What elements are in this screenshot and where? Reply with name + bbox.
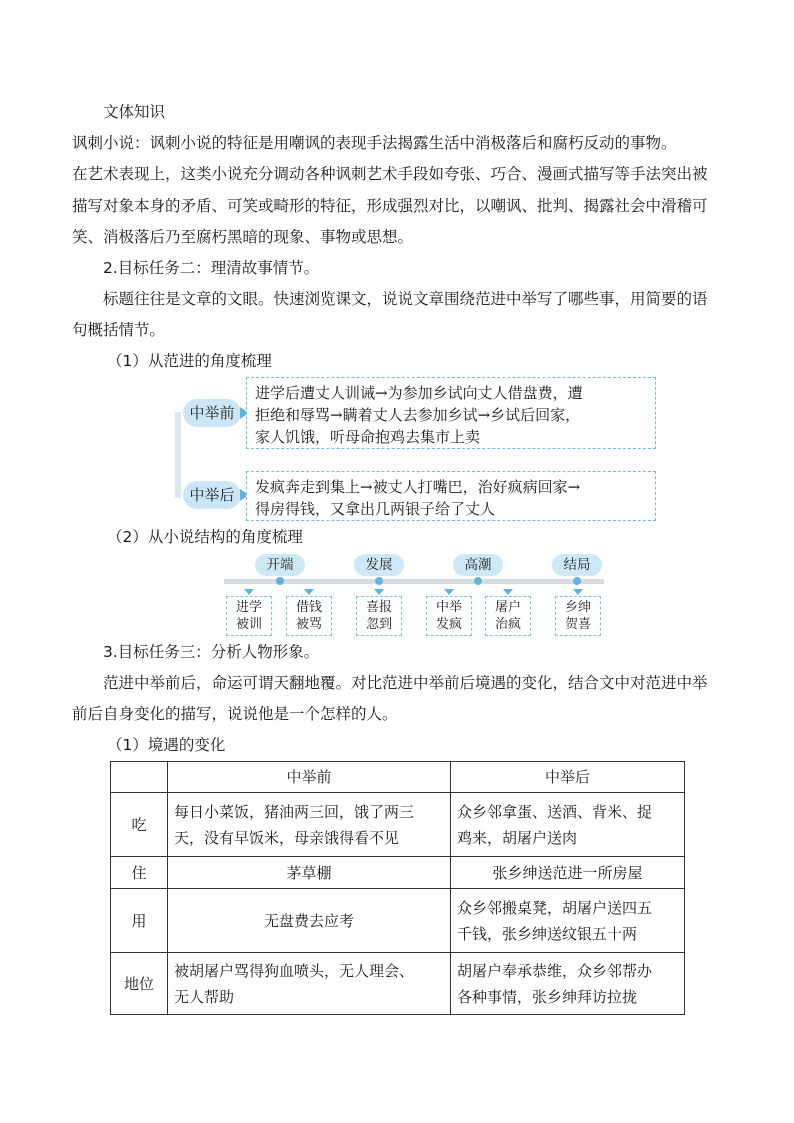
table-header-empty: [111, 762, 168, 793]
task3-desc-1: 范进中举前后，命运可谓天翻地覆。对比范进中举前后境遇的变化，结合文中对范进中举: [103, 674, 708, 692]
satire-line-4: 笑、消极落后乃至腐朽黑暗的现象、事物或思想。: [72, 228, 414, 246]
before-line-3: 家人饥饿，听母命抱鸡去集市上卖: [255, 428, 481, 446]
cell-line: 无人帮助: [174, 987, 235, 1006]
down-arrow: [503, 589, 513, 595]
event-text: 进学: [235, 600, 262, 615]
task3-sub-1: （1）境遇的变化: [107, 736, 226, 754]
timeline-dot: [474, 577, 482, 585]
down-arrow: [304, 589, 314, 595]
cell-before: [168, 793, 451, 857]
after-line-2: 得房得钱，又拿出几两银子给了丈人: [255, 500, 496, 518]
stage-ending: 结局: [552, 554, 602, 576]
flow-connector: [175, 412, 181, 498]
cell-line: 每日小菜饭，猪油两三回，饿了两三: [174, 802, 415, 821]
table-row: [111, 793, 685, 857]
timeline-dot: [276, 577, 284, 585]
table-header-after: 中举后: [451, 762, 685, 793]
satire-line-2: 在艺术表现上，这类小说充分调动各种讽刺艺术手段如夸张、巧合、漫画式描写等手法突出被: [72, 165, 708, 183]
section-label: 文体知识: [103, 103, 166, 121]
event-text: 中举: [435, 600, 462, 615]
before-line-2: 拒绝和辱骂→瞒着丈人去参加乡试→乡试后回家，: [255, 406, 581, 424]
down-arrow: [374, 589, 384, 595]
row-label: 住: [111, 857, 168, 889]
row-label: 地位: [111, 953, 168, 1015]
task2-sub-2: （2）从小说结构的角度梳理: [107, 528, 303, 546]
down-arrow: [573, 589, 583, 595]
event-text: 忽到: [365, 617, 392, 632]
event-box: [286, 596, 332, 636]
cell-line: 胡屠户奉承恭维，众乡邻帮办: [457, 961, 653, 980]
timeline-dot: [375, 577, 383, 585]
table-row: [111, 889, 685, 953]
event-box: [485, 596, 531, 636]
cell-after: [451, 889, 685, 953]
stage-climax: 高潮: [453, 554, 503, 576]
task2-title: 2.目标任务二：理清故事情节。: [103, 259, 320, 277]
cell-after: [451, 953, 685, 1015]
task3-desc-2: 前后自身变化的描写，说说他是一个怎样的人。: [72, 705, 398, 723]
stage-exposition: 开端: [255, 554, 305, 576]
event-text: 被训: [235, 617, 262, 632]
down-arrow: [244, 589, 254, 595]
event-text: 治疯: [494, 617, 521, 632]
stage-development: 发展: [354, 554, 404, 576]
down-arrow: [444, 589, 454, 595]
before-line-1: 进学后遭丈人训诫→为参加乡试向丈人借盘费，遭: [255, 384, 583, 402]
table-row: [111, 953, 685, 1015]
table-row: [111, 857, 685, 889]
timeline-dot: [573, 577, 581, 585]
cell-after: [451, 793, 685, 857]
before-label: 中举前: [183, 399, 241, 427]
cell-before: 茅草棚: [168, 857, 451, 889]
cell-before: 无盘费去应考: [168, 889, 451, 953]
event-text: 屠户: [494, 600, 521, 615]
satire-line-1: 讽刺小说：讽刺小说的特征是用嘲讽的表现手法揭露生活中消极落后和腐朽反动的事物。: [72, 134, 677, 152]
situation-table: [110, 761, 685, 1015]
event-text: 喜报: [365, 600, 392, 615]
after-line-1: 发疯奔走到集上→被丈人打嘴巴，治好疯病回家→: [255, 478, 581, 496]
event-box: [356, 596, 402, 636]
after-events-box: [246, 471, 656, 521]
event-text: 贺喜: [564, 617, 591, 632]
task3-title: 3.目标任务三：分析人物形象。: [103, 643, 320, 661]
event-box: [555, 596, 601, 636]
satire-line-3: 描写对象本身的矛盾、可笑或畸形的特征，形成强烈对比，以嘲讽、批判、揭露社会中滑稽可: [72, 197, 708, 215]
cell-before: [168, 953, 451, 1015]
event-box: [426, 596, 472, 636]
cell-line: 鸡来，胡屠户送肉: [457, 828, 578, 847]
task2-sub-1: （1）从范进的角度梳理: [107, 352, 272, 370]
cell-line: 天，没有早饭米，母亲饿得看不见: [174, 828, 400, 847]
after-label: 中举后: [183, 481, 241, 509]
cell-line: 千钱，张乡绅送纹银五十两: [457, 924, 638, 943]
table-header-before: 中举前: [168, 762, 451, 793]
cell-line: 众乡邻拿蛋、送酒、背米、捉: [457, 802, 653, 821]
row-label: 用: [111, 889, 168, 953]
task2-desc-1: 标题往往是文章的文眼。快速浏览课文，说说文章围绕范进中举写了哪些事，用简要的语: [103, 290, 708, 308]
cell-line: 各种事情，张乡绅拜访拉拢: [457, 987, 638, 1006]
event-box: [226, 596, 272, 636]
event-text: 借钱: [295, 600, 322, 615]
cell-line: 被胡屠户骂得狗血喷头，无人理会、: [174, 961, 415, 980]
task2-desc-2: 句概括情节。: [72, 321, 166, 339]
cell-after: 张乡绅送范进一所房屋: [451, 857, 685, 889]
cell-line: 众乡邻搬桌凳，胡屠户送四五: [457, 898, 653, 917]
event-text: 乡绅: [564, 600, 591, 615]
row-label: 吃: [111, 793, 168, 857]
before-events-box: [246, 377, 656, 449]
event-text: 发疯: [435, 617, 462, 632]
event-text: 被骂: [295, 617, 322, 632]
table-header-row: [111, 762, 685, 793]
